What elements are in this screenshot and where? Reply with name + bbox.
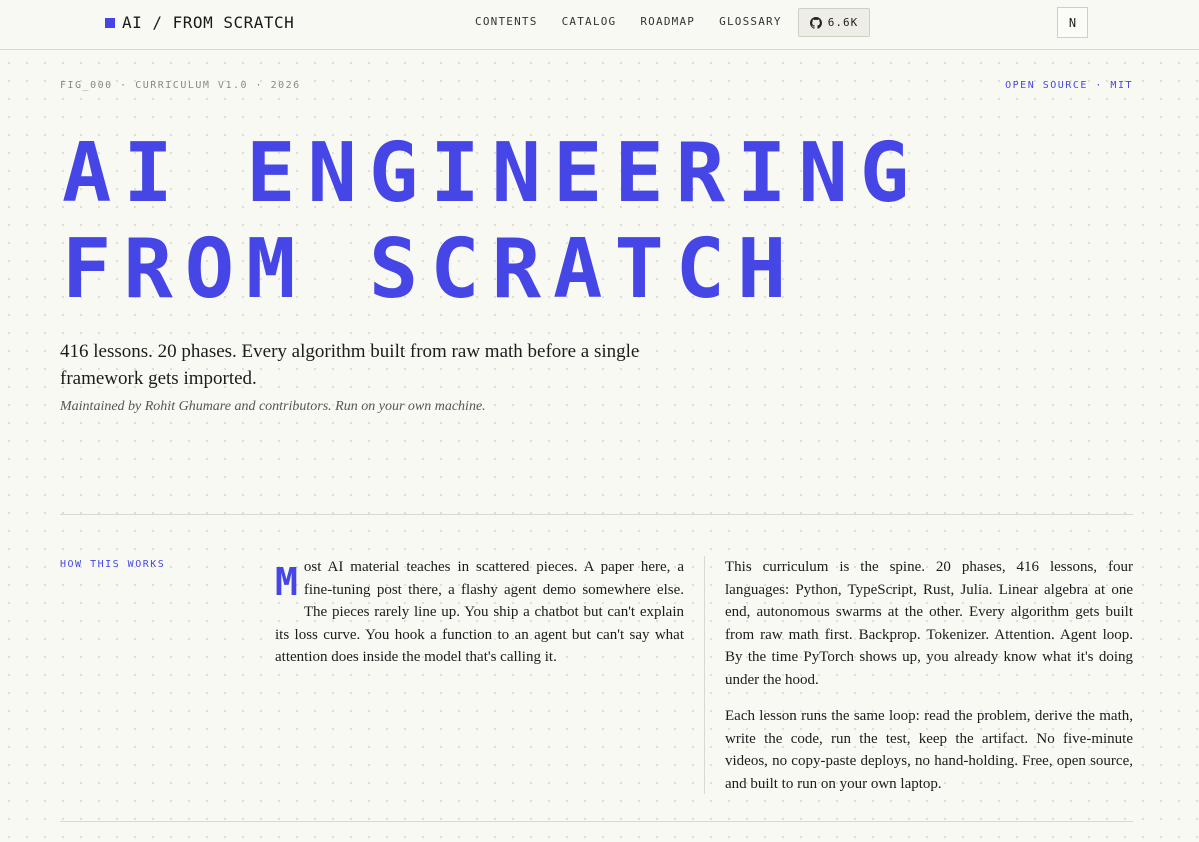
github-stars-button[interactable] [798, 8, 870, 37]
hero-title-line-2: FROM SCRATCH [62, 222, 799, 317]
figure-meta: FIG_000 · CURRICULUM V1.0 · 2026 [60, 80, 301, 91]
nav-glossary[interactable]: GLOSSARY [719, 15, 782, 28]
n-menu-button[interactable]: N [1057, 7, 1088, 38]
intro-right-paragraph-2: Each lesson runs the same loop: read the problem, derive the math, write the code, run the test, keep the artifact. No five-minute videos, no copy-paste deploys, no hand-holding. Free, open source, and built to run on your own laptop. [725, 708, 1133, 792]
intro-left-column [275, 556, 684, 669]
brand-title: AI / FROM SCRATCH [122, 13, 295, 32]
hero-subtitle: 416 lessons. 20 phases. Every algorithm built from raw math before a single framework gets imported. [60, 341, 640, 389]
section-label-how-this-works: HOW THIS WORKS [60, 559, 166, 570]
drop-cap: M [275, 560, 298, 604]
license-meta[interactable]: OPEN SOURCE · MIT [1005, 80, 1133, 91]
hero-credit: Maintained by Rohit Ghumare and contributors. Run on your own machine. [60, 399, 486, 414]
hero-title-line-1: AI ENGINEERING [62, 126, 922, 221]
nav-catalog[interactable]: CATALOG [561, 15, 617, 28]
section-divider-top [60, 514, 1133, 515]
intro-right-column [725, 556, 1133, 795]
github-stars-count: 6.6K [827, 16, 859, 29]
section-divider-bottom [60, 821, 1133, 822]
nav-contents[interactable]: CONTENTS [475, 15, 538, 28]
nav-roadmap[interactable]: ROADMAP [640, 15, 696, 28]
column-divider [704, 556, 705, 794]
github-icon [810, 17, 822, 29]
brand-logo[interactable] [105, 13, 294, 32]
intro-right-paragraph-1: This curriculum is the spine. 20 phases, 416 lessons, four languages: Python, TypeScript, Rust, Julia. Linear algebra at one end, autonomous swarms at the other. Every algorithm gets built from raw math first. Backprop. Tokenizer. Attention. Agent loop. By the time PyTorch shows up, you already know what it's doing under the hood. [725, 559, 1133, 688]
main-nav [475, 15, 806, 28]
intro-left-text: ost AI material teaches in scattered pieces. A paper here, a fine-tuning post there, a flashy agent demo somewhere else. The pieces rarely line up. You ship a chatbot but can't explain its loss curve. You hook a function to an agent but can't say what attention does inside the model that's calling it. [275, 559, 684, 665]
top-navbar [0, 0, 1199, 50]
brand-square-icon [105, 18, 115, 28]
hero-title [62, 126, 921, 318]
